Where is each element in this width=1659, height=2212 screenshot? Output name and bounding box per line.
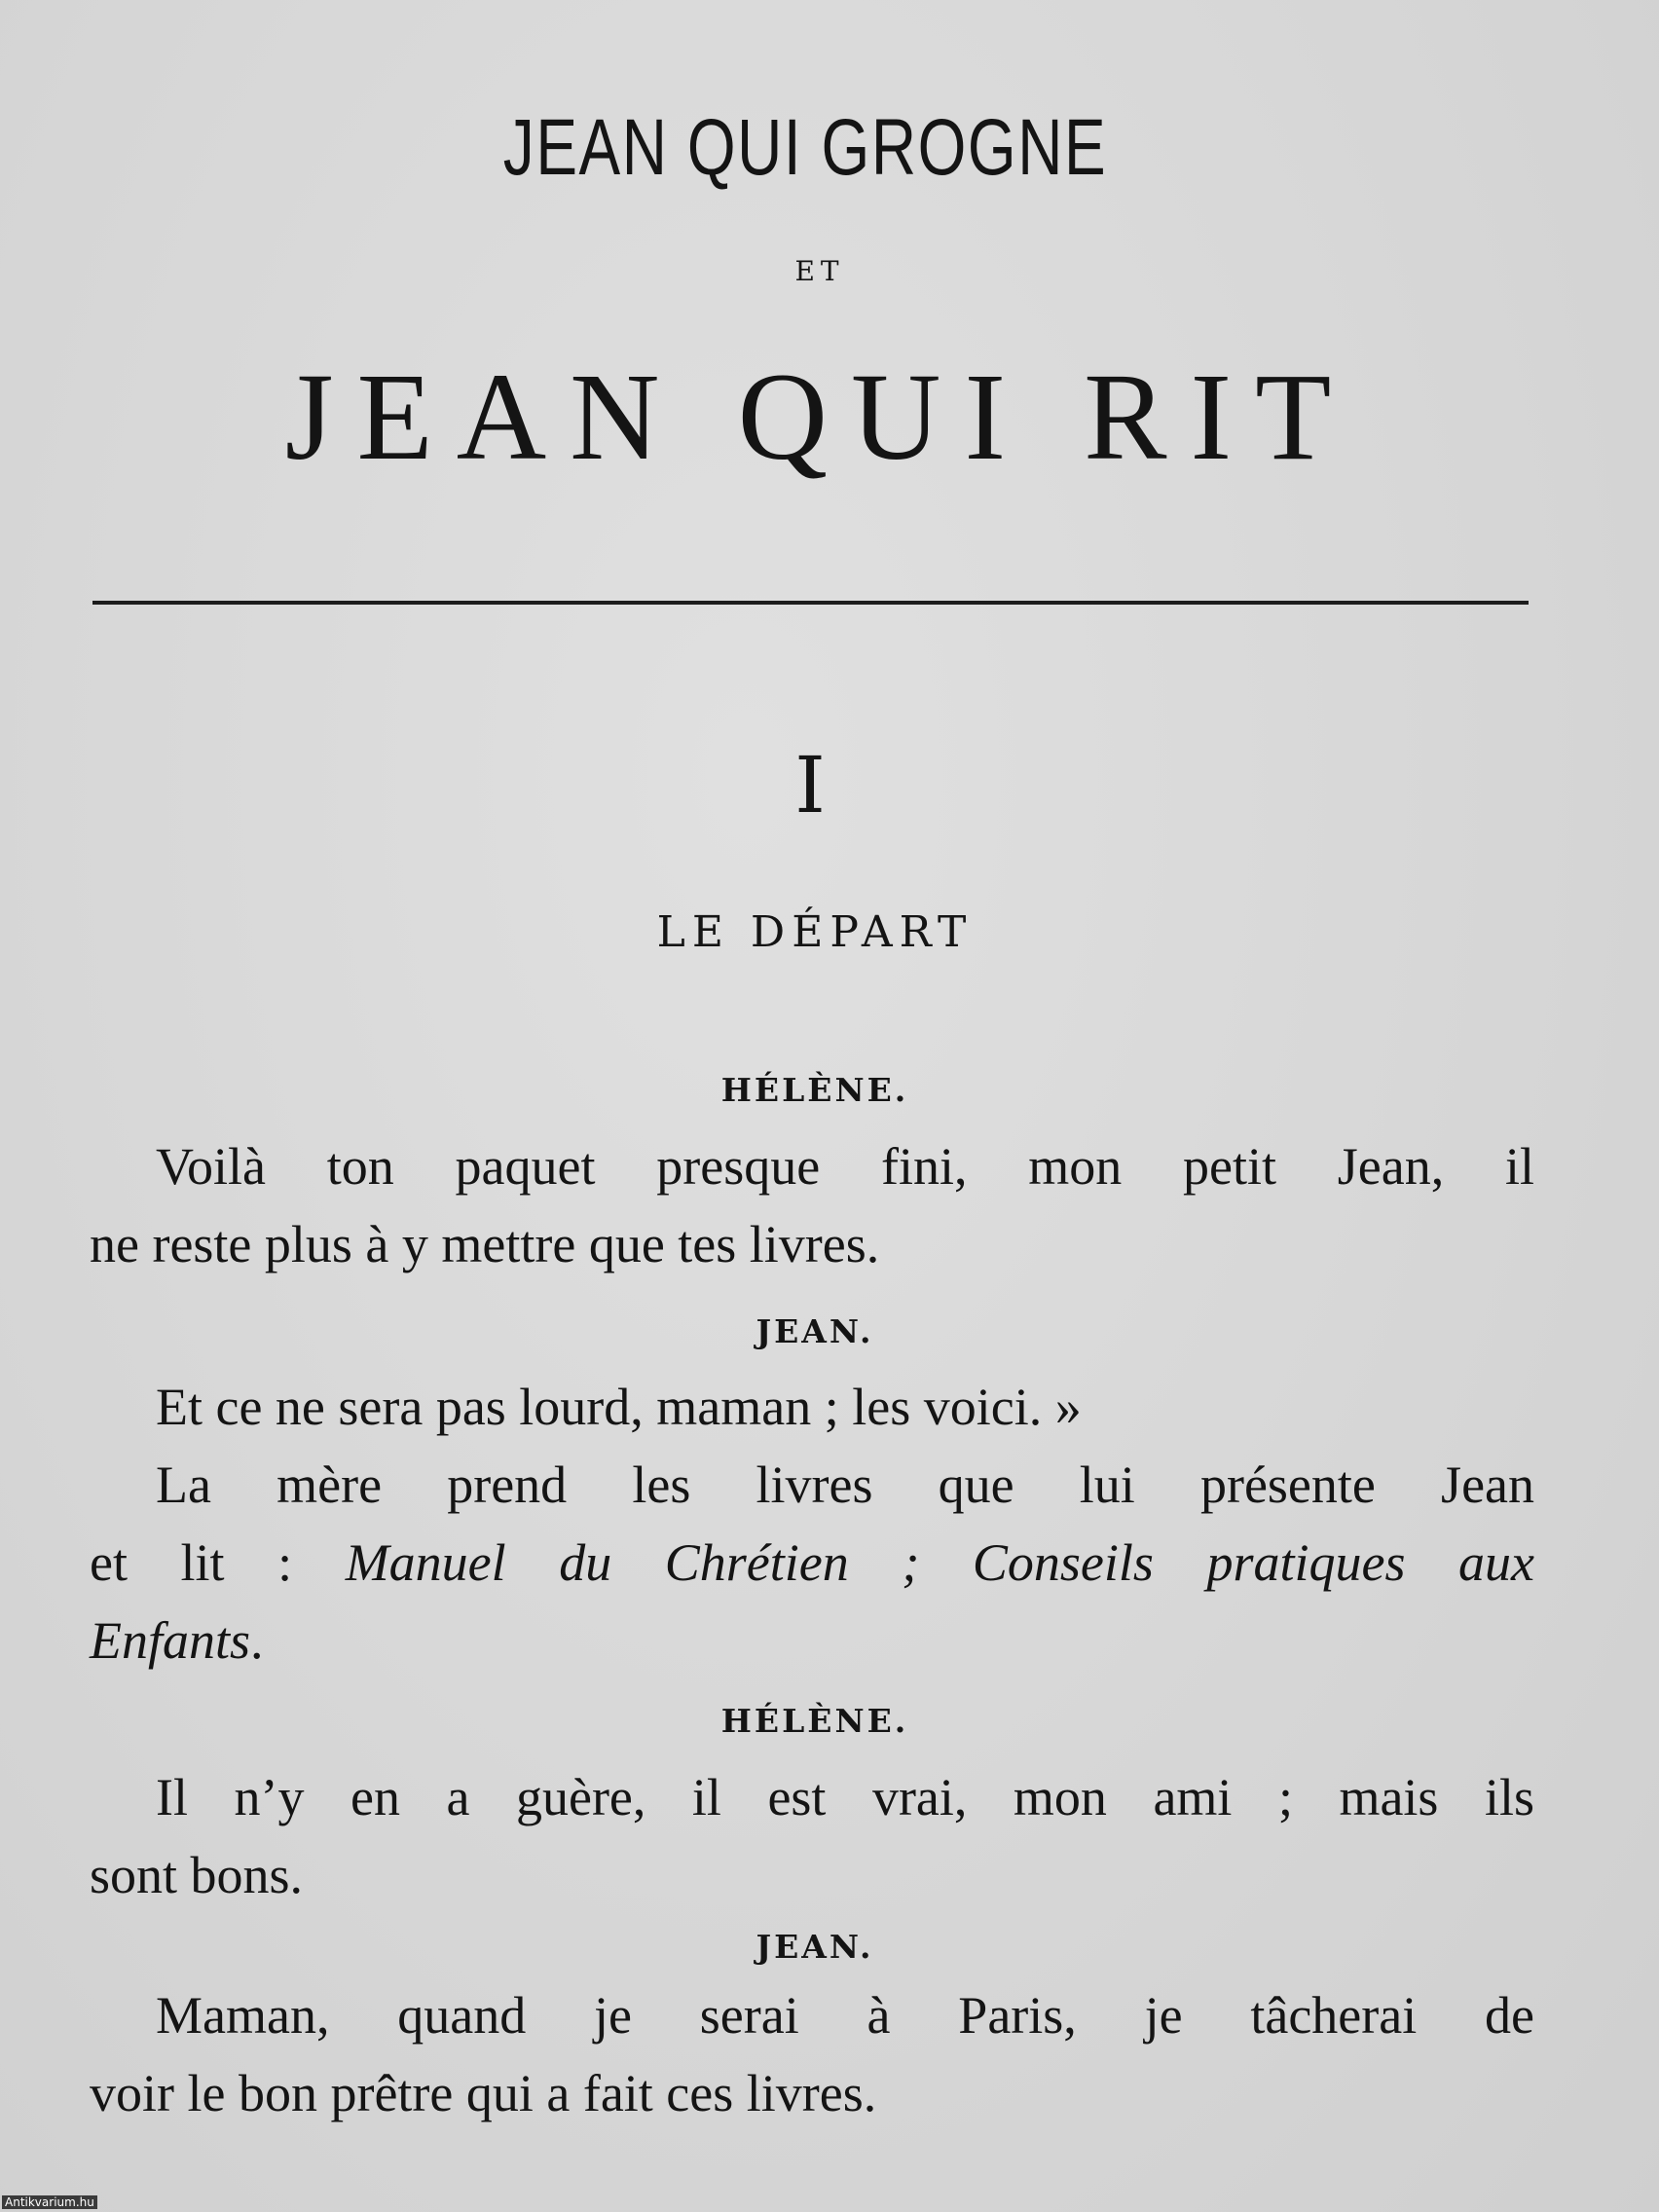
speaker-helene-2: HÉLÈNE.: [720, 1702, 909, 1740]
dialogue-paragraph-3: [90, 1758, 1534, 1914]
narration-paragraph: [90, 1446, 1534, 1679]
book-titles: Manuel du Chrétien ; Conseils pratiques aux: [345, 1533, 1534, 1592]
paragraph-line: La mère prend les livres que lui présente Jean: [156, 1456, 1534, 1514]
paragraph-line: ne reste plus à y mettre que tes livres.: [90, 1215, 880, 1273]
paragraph-line: voir le bon prêtre qui a fait ces livres.: [90, 2064, 877, 2122]
paragraph-line: Maman, quand je serai à Paris, je tâcherai de: [156, 1986, 1534, 2045]
speaker-jean-2: JEAN.: [756, 1928, 874, 1966]
speaker-jean-1: JEAN.: [756, 1312, 874, 1350]
paragraph-line: Voilà ton paquet presque fini, mon petit Jean, il: [156, 1137, 1534, 1196]
speaker-helene-1: HÉLÈNE.: [720, 1071, 909, 1109]
title-conjunction: ET: [794, 255, 845, 287]
title-divider: [92, 601, 1529, 605]
title-line-1: JEAN QUI GROGNE: [502, 103, 1108, 192]
paragraph-line: [90, 1602, 1534, 1679]
dialogue-paragraph-1: [90, 1127, 1534, 1283]
book-title-end: Enfants: [90, 1611, 251, 1670]
dialogue-paragraph-2: [90, 1368, 1534, 1446]
paragraph-line: [90, 1524, 1534, 1602]
paragraph-line: Il n’y en a guère, il est vrai, mon ami ; mais ils: [156, 1768, 1534, 1826]
narration-suffix: .: [250, 1611, 264, 1670]
narration-prefix: et lit :: [90, 1533, 346, 1592]
watermark: Antikvarium.hu: [2, 2195, 97, 2209]
title-line-2: JEAN QUI RIT: [284, 348, 1355, 486]
dialogue-paragraph-4: [90, 1976, 1534, 2132]
chapter-title: LE DÉPART: [656, 907, 974, 957]
paragraph-line: Et ce ne sera pas lourd, maman ; les voici. »: [156, 1378, 1082, 1436]
chapter-number: I: [794, 740, 826, 830]
paragraph-line: sont bons.: [90, 1846, 304, 1904]
